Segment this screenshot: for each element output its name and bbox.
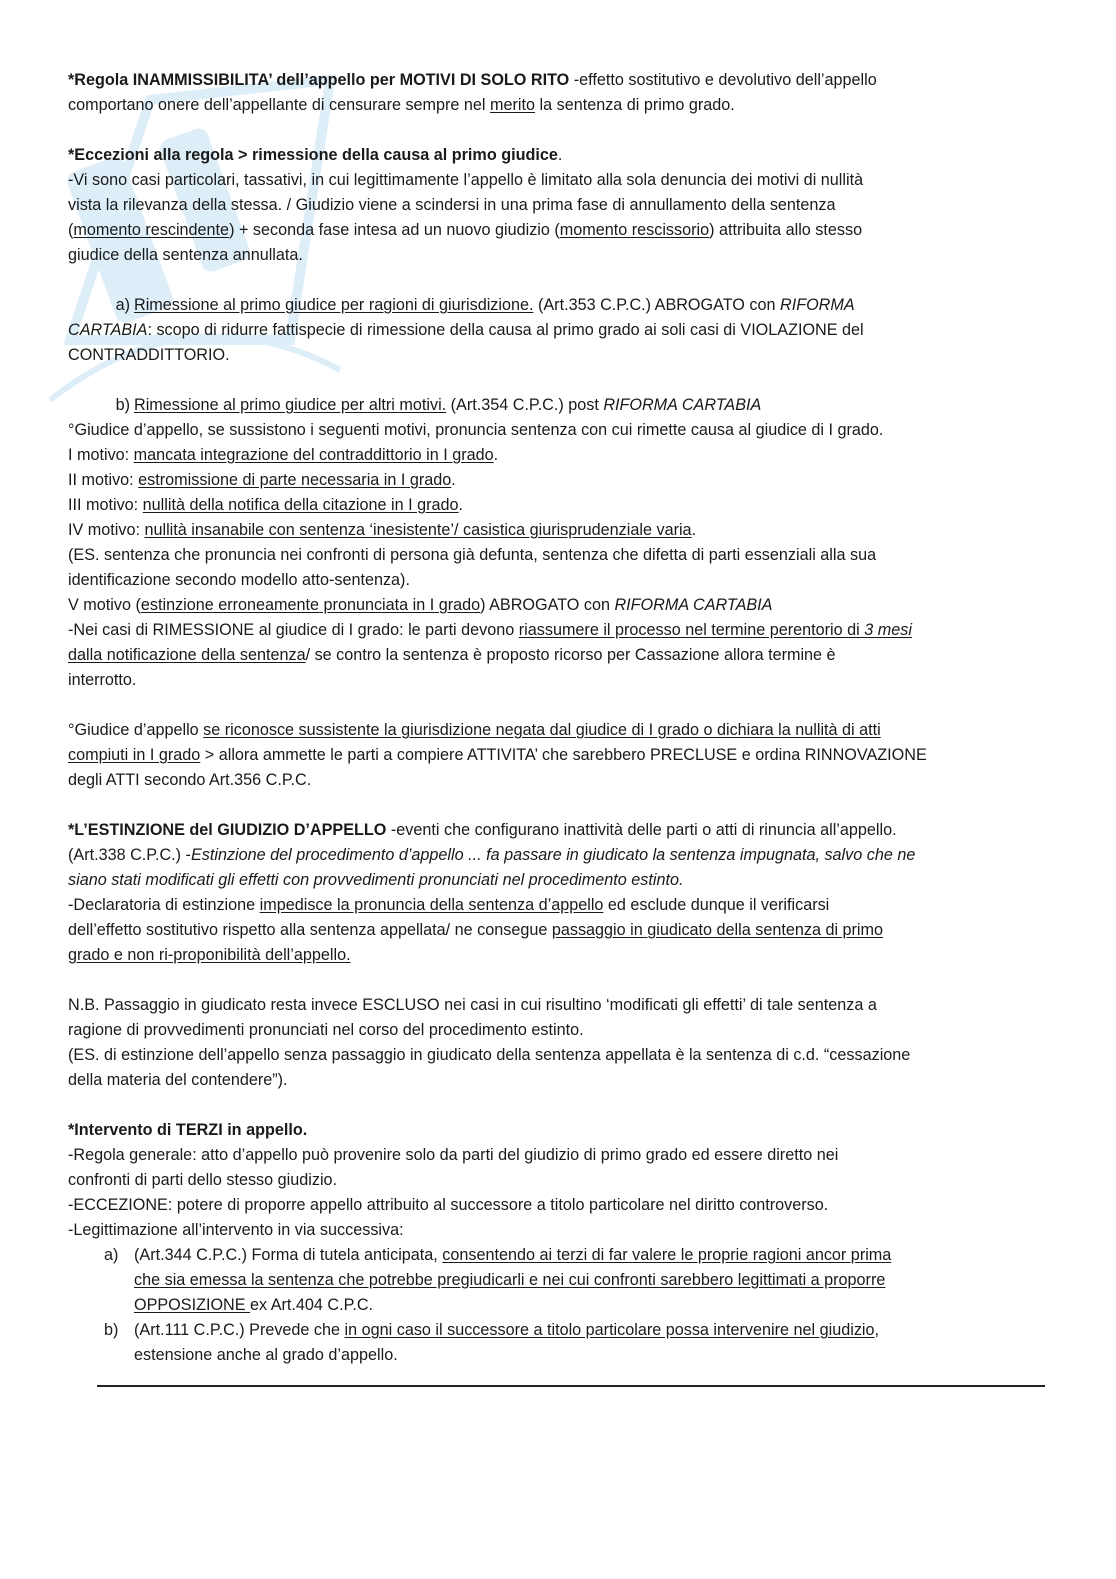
- text: -eventi che configurano inattività delle parti o atti di rinuncia all’appello.: [386, 821, 897, 839]
- text-line: giudice della sentenza annullata.: [68, 246, 303, 264]
- underlined-text: mancata integrazione del contraddittorio in I grado: [133, 446, 494, 464]
- italic-text: RIFORMA: [780, 296, 855, 314]
- text-line: estensione anche al grado d’appello.: [134, 1346, 398, 1364]
- text: ed esclude dunque il verificarsi: [603, 896, 830, 914]
- underlined-text: momento rescissorio: [559, 221, 710, 239]
- underlined-text: momento rescindente: [73, 221, 230, 239]
- text-line: CONTRADDITTORIO.: [68, 346, 230, 364]
- text: .: [458, 496, 464, 514]
- text: -Declaratoria di estinzione: [68, 896, 260, 914]
- underlined-text: impedisce la pronuncia della sentenza d’appello: [259, 896, 604, 914]
- italic-text: siano stati modificati gli effetti con provvedimenti pronunciati nel procedimento estinto.: [68, 871, 684, 889]
- underlined-text: dalla notificazione della sentenza: [68, 646, 306, 664]
- text: .: [557, 146, 563, 164]
- text-line: -Vi sono casi particolari, tassativi, in cui legittimamente l’appello è limitato alla sola denuncia dei motivi di nullità: [68, 171, 864, 189]
- underlined-text: estinzione erroneamente pronunciata in I grado: [140, 596, 481, 614]
- text-line: ragione di provvedimenti pronunciati nel corso del procedimento estinto.: [68, 1021, 584, 1039]
- text: ) ABROGATO con: [480, 596, 615, 614]
- text-line: N.B. Passaggio in giudicato resta invece ESCLUSO nei casi in cui risultino ‘modificati gli effetti’ di tale sentenza a: [68, 996, 877, 1014]
- underlined-text: nullità insanabile con sentenza ‘inesistente’/ casistica giurisprudenziale varia: [144, 521, 692, 539]
- text: (: [68, 221, 74, 239]
- underlined-text: passaggio in giudicato della sentenza di primo: [551, 921, 884, 939]
- text: V motivo (: [68, 596, 141, 614]
- text: ) + seconda fase intesa ad un nuovo giudizio (: [229, 221, 560, 239]
- text: / se contro la sentenza è proposto ricorso per Cassazione allora termine è: [305, 646, 836, 664]
- text: : scopo di ridurre fattispecie di rimessione della causa al primo grado ai soli casi di VIOLAZIONE del: [147, 321, 864, 339]
- paragraph-eccezioni: [68, 143, 1048, 268]
- text-line: -Legittimazione all’intervento in via successiva:: [68, 1221, 404, 1239]
- paragraph-estinzione: [68, 818, 1048, 968]
- italic-text: Estinzione del procedimento d’appello ... fa passare in giudicato la sentenza impugnata, salvo che ne: [190, 846, 916, 864]
- underlined-text: in ogni caso il successore a titolo particolare possa intervenire nel giudizio: [344, 1321, 875, 1339]
- text: I motivo:: [68, 446, 134, 464]
- underlined-italic-text: 3 mesi: [864, 621, 912, 639]
- list-marker: b): [115, 396, 130, 414]
- text-line: interrotto.: [68, 671, 137, 689]
- document-body: [68, 68, 1048, 1368]
- text: ,: [874, 1321, 880, 1339]
- paragraph-nb: [68, 993, 1048, 1093]
- heading-intervento-terzi: *Intervento di TERZI in appello.: [68, 1121, 308, 1139]
- list-item-b-altri-motivi: [68, 393, 1048, 693]
- underlined-text: nullità della notifica della citazione in I grado: [142, 496, 459, 514]
- paragraph-giudice-appello: [68, 718, 1048, 793]
- text-line: (ES. sentenza che pronuncia nei confronti di persona già defunta, sentenza che difetta di parti essenziali alla sua: [68, 546, 877, 564]
- text: .: [451, 471, 456, 489]
- text: ex Art.404 C.P.C.: [250, 1296, 374, 1314]
- list-item-a-art344: [68, 1243, 1048, 1318]
- text-line: -Regola generale: atto d’appello può provenire solo da parti del giudizio di primo grado ed essere diretto nei: [68, 1146, 839, 1164]
- text: .: [691, 521, 697, 539]
- paragraph-intervento-terzi: [68, 1118, 1048, 1368]
- text-line: degli ATTI secondo Art.356 C.P.C.: [68, 771, 312, 789]
- text: ) attribuita allo stesso: [709, 221, 863, 239]
- text: -Nei casi di RIMESSIONE al giudice di I grado: le parti devono: [68, 621, 519, 639]
- underlined-text: OPPOSIZIONE: [134, 1296, 251, 1314]
- underlined-text: estromissione di parte necessaria in I grado: [138, 471, 452, 489]
- text: -effetto sostitutivo e devolutivo dell’appello: [569, 71, 877, 89]
- underlined-text: consentendo ai terzi di far valere le proprie ragioni ancor prima: [442, 1246, 892, 1264]
- heading-estinzione: *L’ESTINZIONE del GIUDIZIO D’APPELLO: [68, 821, 387, 839]
- list-marker: a): [115, 296, 130, 314]
- text-line: -ECCEZIONE: potere di proporre appello attribuito al successore a titolo particolare nel diritto controverso.: [68, 1196, 829, 1214]
- underlined-text: grado e non ri-proponibilità dell’appello.: [68, 946, 351, 964]
- text: °Giudice d’appello: [68, 721, 204, 739]
- text: dell’effetto sostitutivo rispetto alla sentenza appellata/ ne consegue: [68, 921, 552, 939]
- text-line: (ES. di estinzione dell’appello senza passaggio in giudicato della sentenza appellata è la sentenza di c.d. “cessazione: [68, 1046, 911, 1064]
- heading-inammissibilita: *Regola INAMMISSIBILITA’ dell’appello per MOTIVI DI SOLO RITO: [68, 71, 570, 89]
- underlined-text: Rimessione al primo giudice per ragioni di giurisdizione.: [134, 296, 534, 314]
- text: II motivo:: [68, 471, 139, 489]
- list-item-a-giurisdizione: [68, 293, 1048, 368]
- italic-text: CARTABIA: [68, 321, 148, 339]
- text: (Art.344 C.P.C.) Forma di tutela anticipata,: [134, 1246, 443, 1264]
- heading-eccezioni: *Eccezioni alla regola > rimessione della causa al primo giudice: [68, 146, 558, 164]
- underlined-text: Rimessione al primo giudice per altri motivi.: [134, 396, 447, 414]
- text: IV motivo:: [68, 521, 145, 539]
- underlined-text: riassumere il processo nel termine perentorio di: [518, 621, 865, 639]
- text-line: vista la rilevanza della stessa. / Giudizio viene a scindersi in una prima fase di annullamento della sentenza: [68, 196, 836, 214]
- underlined-text: che sia emessa la sentenza che potrebbe pregiudicarli e nei cui confronti sarebbero legittimati a proporre: [134, 1271, 886, 1289]
- text: (Art.111 C.P.C.) Prevede che: [134, 1321, 345, 1339]
- list-marker-wrap: [68, 1318, 134, 1368]
- text: (Art.338 C.P.C.) -: [68, 846, 191, 864]
- underlined-text: compiuti in I grado: [68, 746, 201, 764]
- list-item-b-art111: [68, 1318, 1048, 1368]
- text: > allora ammette le parti a compiere ATTIVITA’ che sarebbero PRECLUSE e ordina RINNOVAZIONE: [200, 746, 927, 764]
- list-body: [134, 1243, 1048, 1318]
- text: .: [493, 446, 499, 464]
- paragraph-inammissibilita: [68, 68, 1048, 118]
- bottom-divider: [97, 1385, 1045, 1387]
- underlined-text: se riconosce sussistente la giurisdizione negata dal giudice di I grado o dichiara la nullità di atti: [203, 721, 881, 739]
- text: (Art.354 C.P.C.) post: [446, 396, 604, 414]
- text: III motivo:: [68, 496, 143, 514]
- underlined-text: merito: [490, 96, 536, 114]
- text-line: della materia del contendere”).: [68, 1071, 288, 1089]
- text-line: confronti di parti dello stesso giudizio.: [68, 1171, 338, 1189]
- text-line: °Giudice d’appello, se sussistono i seguenti motivi, pronuncia sentenza con cui rimette causa al giudice di I grado.: [68, 421, 884, 439]
- italic-text: RIFORMA CARTABIA: [603, 396, 762, 414]
- text: (Art.353 C.P.C.) ABROGATO con: [533, 296, 780, 314]
- list-marker: a): [104, 1246, 119, 1264]
- italic-text: RIFORMA CARTABIA: [614, 596, 773, 614]
- text: comportano onere dell’appellante di censurare sempre nel: [68, 96, 491, 114]
- list-marker: b): [104, 1321, 119, 1339]
- text-line: identificazione secondo modello atto-sentenza).: [68, 571, 410, 589]
- list-marker-wrap: [68, 1243, 134, 1318]
- list-body: [134, 1318, 1048, 1368]
- text: la sentenza di primo grado.: [535, 96, 735, 114]
